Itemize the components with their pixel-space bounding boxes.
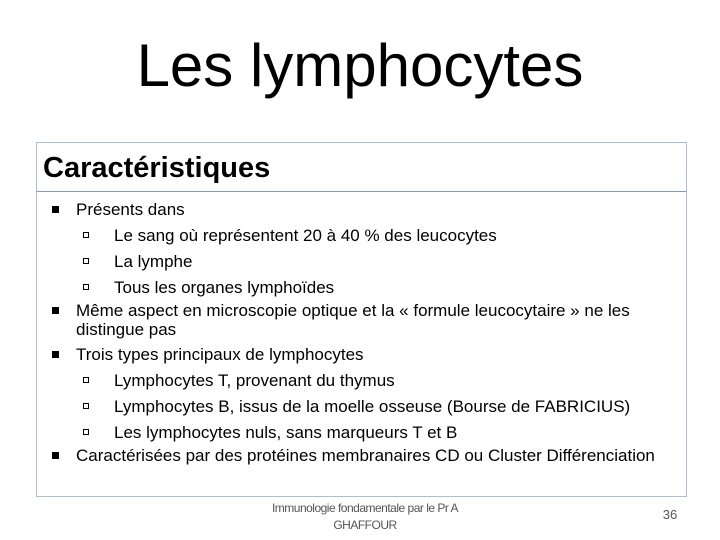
section-header bbox=[36, 142, 687, 192]
list-item bbox=[46, 446, 686, 465]
list-item-text: Même aspect en microscopie optique et la « formule leucocytaire » ne les distingue pas bbox=[76, 301, 630, 339]
list-item-text: Lymphocytes B, issus de la moelle osseuse (Bourse de FABRICIUS) bbox=[114, 397, 631, 416]
hollow-square-bullet-icon bbox=[83, 258, 89, 264]
list-item-text: Présents dans bbox=[76, 200, 185, 219]
list-item-text: Caractérisées par des protéines membranaires CD ou Cluster Différenciation bbox=[76, 446, 655, 465]
list-item bbox=[46, 249, 686, 275]
hollow-square-bullet-icon bbox=[83, 377, 89, 383]
list-item bbox=[46, 420, 686, 446]
list-item-text: Lymphocytes T, provenant du thymus bbox=[114, 371, 395, 390]
list-item bbox=[46, 223, 686, 249]
square-bullet-icon bbox=[52, 452, 59, 459]
list-item bbox=[46, 394, 686, 420]
list-item bbox=[46, 197, 686, 223]
list-item-text: Tous les organes lymphoïdes bbox=[114, 278, 335, 297]
square-bullet-icon bbox=[52, 206, 59, 213]
square-bullet-icon bbox=[52, 351, 59, 358]
list-item-text: Les lymphocytes nuls, sans marqueurs T et B bbox=[114, 423, 458, 442]
bullet-list bbox=[46, 197, 686, 465]
slide-title: Les lymphocytes bbox=[136, 32, 584, 99]
list-item bbox=[46, 275, 686, 301]
hollow-square-bullet-icon bbox=[83, 284, 89, 290]
list-item bbox=[46, 301, 686, 339]
list-item-text: La lymphe bbox=[114, 252, 193, 271]
page-number: 36 bbox=[662, 507, 678, 522]
hollow-square-bullet-icon bbox=[83, 429, 89, 435]
square-bullet-icon bbox=[52, 307, 59, 314]
hollow-square-bullet-icon bbox=[83, 403, 89, 409]
list-item-text: Trois types principaux de lymphocytes bbox=[76, 345, 364, 364]
list-item bbox=[46, 342, 686, 368]
hollow-square-bullet-icon bbox=[83, 232, 89, 238]
list-item bbox=[46, 368, 686, 394]
list-item-text: Le sang où représentent 20 à 40 % des leucocytes bbox=[114, 226, 497, 245]
section-header-label: Caractéristiques bbox=[43, 152, 271, 184]
slide-footer: Immunologie fondamentale par le Pr A GHAFFOUR bbox=[271, 501, 459, 532]
